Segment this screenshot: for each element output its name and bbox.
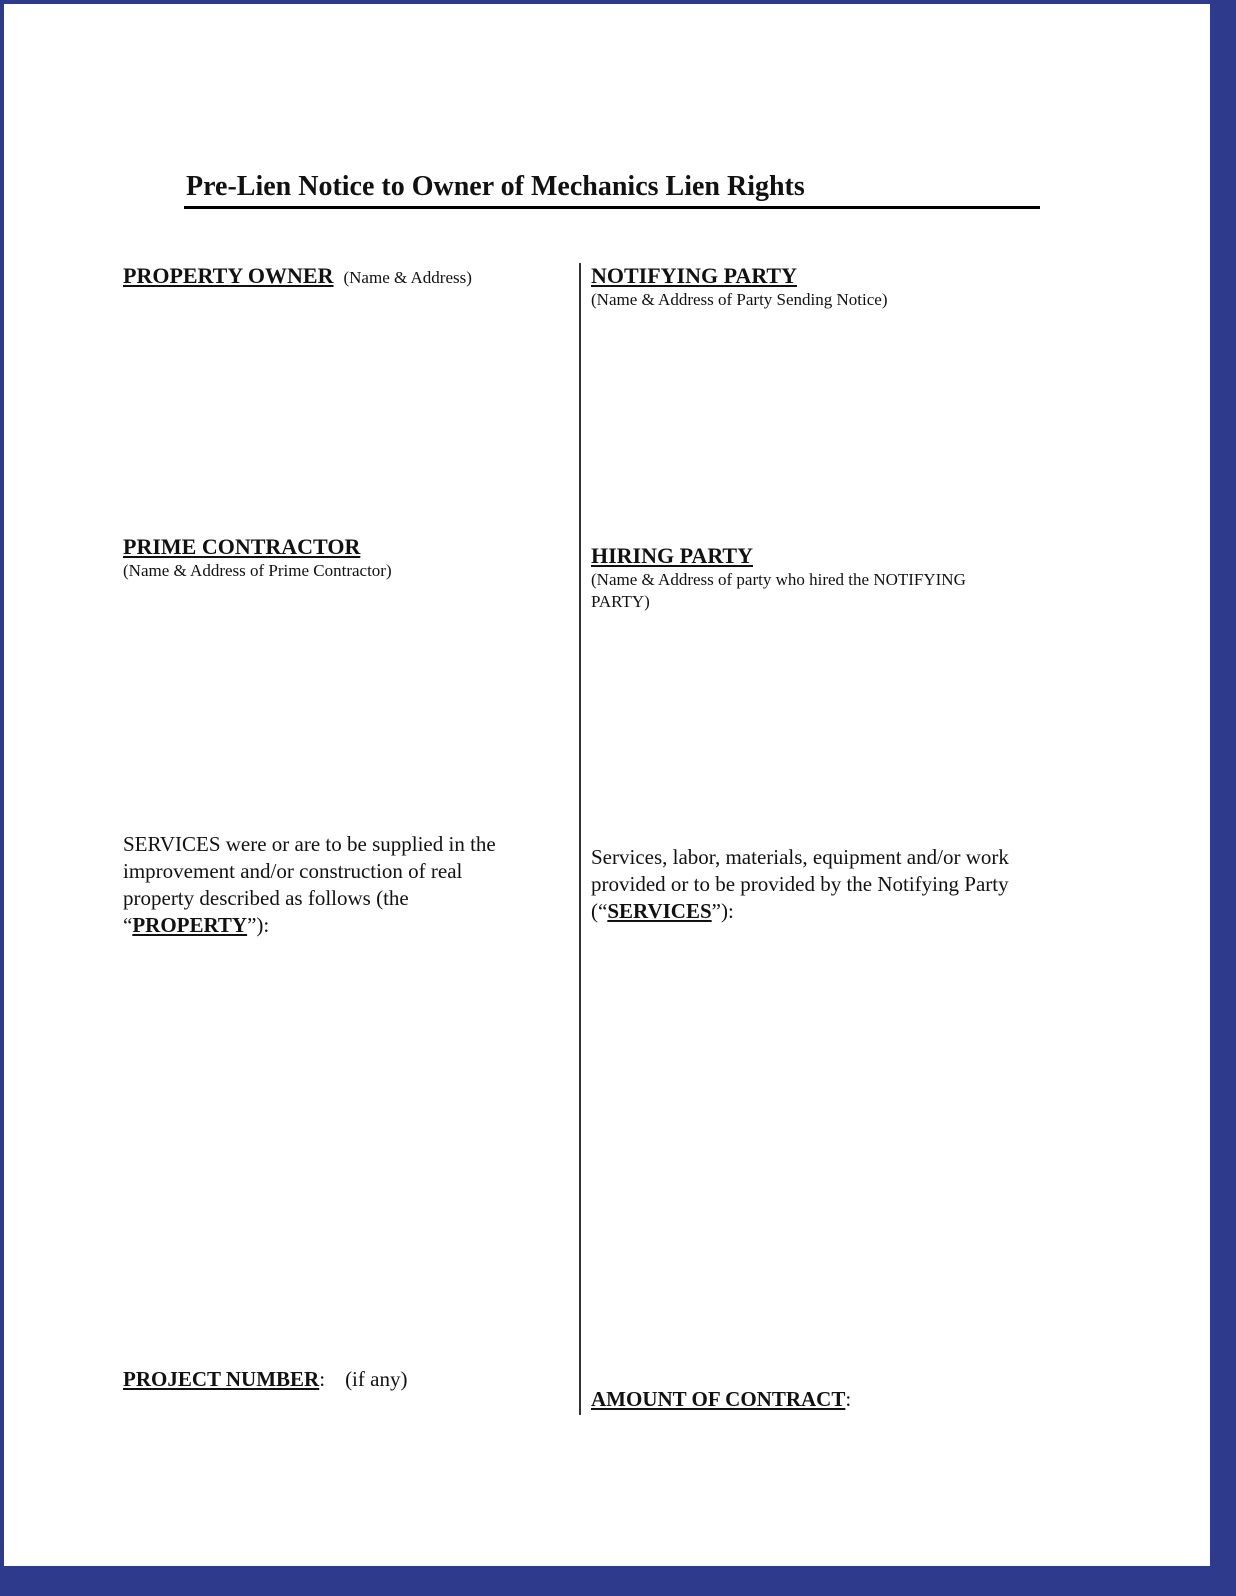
project-number-label: PROJECT NUMBER <box>123 1367 320 1391</box>
project-number-section <box>123 1366 407 1393</box>
property-owner-section <box>123 263 472 289</box>
project-number-note: (if any) <box>345 1367 408 1391</box>
property-owner-note: (Name & Address) <box>343 268 472 287</box>
property-description-line1: SERVICES were or are to be supplied in the <box>123 832 496 856</box>
hiring-party-note-line2: PARTY) <box>591 592 650 611</box>
prime-contractor-section <box>123 534 392 582</box>
property-open-quote: “ <box>123 913 133 937</box>
amount-of-contract-section <box>591 1386 851 1413</box>
property-close: ”): <box>247 913 270 937</box>
services-close: ”): <box>711 899 734 923</box>
property-description-line2: improvement and/or construction of real <box>123 859 463 883</box>
property-owner-heading: PROPERTY OWNER <box>123 263 334 288</box>
services-description-line3 <box>591 898 1009 925</box>
hiring-party-note-line1: (Name & Address of party who hired the NOTIFYING <box>591 570 966 589</box>
services-description-line1: Services, labor, materials, equipment and/or work <box>591 845 1009 869</box>
project-number-colon: : <box>319 1367 326 1391</box>
property-term: PROPERTY <box>132 913 248 937</box>
services-description <box>591 844 1009 925</box>
hiring-party-section <box>591 543 966 613</box>
amount-of-contract-label: AMOUNT OF CONTRACT <box>591 1387 846 1411</box>
amount-of-contract-colon: : <box>845 1387 852 1411</box>
document-page <box>4 4 1210 1566</box>
property-description-line4 <box>123 912 496 939</box>
property-description <box>123 831 496 939</box>
services-term: SERVICES <box>607 899 712 923</box>
property-description-line3: property described as follows (the <box>123 886 409 910</box>
notifying-party-section <box>591 263 888 311</box>
prime-contractor-note: (Name & Address of Prime Contractor) <box>123 561 392 580</box>
notifying-party-note: (Name & Address of Party Sending Notice) <box>591 290 888 309</box>
column-divider <box>579 263 581 1415</box>
hiring-party-heading: HIRING PARTY <box>591 543 753 568</box>
services-description-line2: provided or to be provided by the Notifying Party <box>591 872 1009 896</box>
services-open: (“ <box>591 899 608 923</box>
notifying-party-heading: NOTIFYING PARTY <box>591 263 797 288</box>
prime-contractor-heading: PRIME CONTRACTOR <box>123 534 361 559</box>
document-title: Pre-Lien Notice to Owner of Mechanics Lien Rights <box>184 170 1040 209</box>
